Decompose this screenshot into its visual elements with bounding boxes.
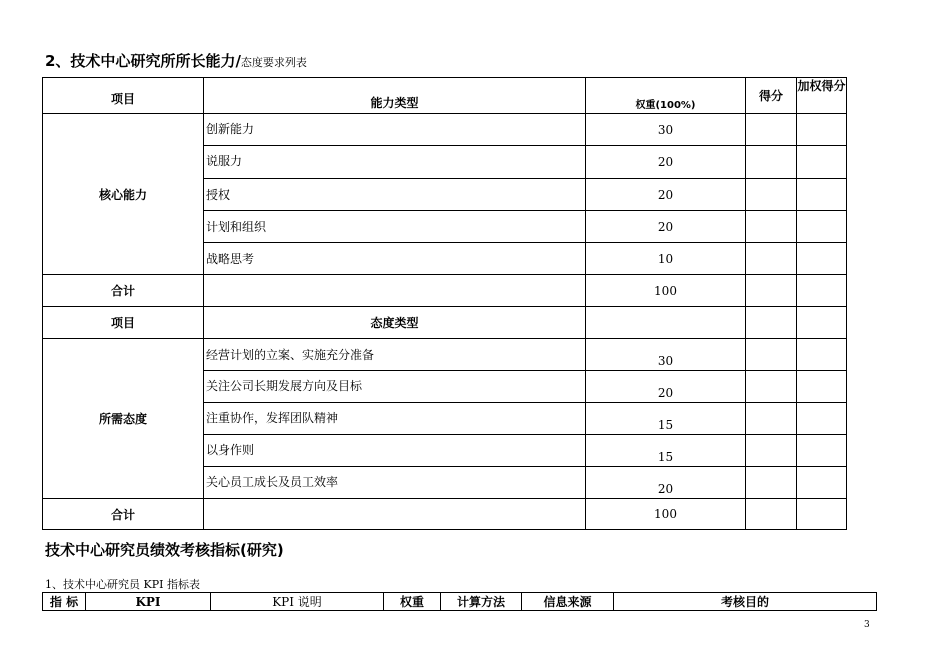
attitude-weight: 15 [586, 435, 746, 467]
table-row [43, 339, 847, 371]
weighted-score-cell[interactable] [797, 211, 847, 243]
kpi-header-purpose: 考核目的 [614, 593, 877, 611]
attitude-name: 以身作则 [204, 435, 586, 467]
empty-cell [586, 307, 746, 339]
total-weight: 100 [586, 499, 746, 530]
score-cell[interactable] [746, 403, 797, 435]
kpi-table-caption: 1、技术中心研究员 KPI 指标表 [45, 578, 200, 591]
score-cell[interactable] [746, 339, 797, 371]
attitude-weight: 20 [586, 371, 746, 403]
total-label: 合计 [43, 499, 204, 530]
score-cell[interactable] [746, 211, 797, 243]
section2-title: 技术中心研究员绩效考核指标(研究) [45, 541, 284, 559]
ability-weight: 20 [586, 146, 746, 179]
table-header-row [43, 78, 847, 114]
score-cell[interactable] [746, 371, 797, 403]
empty-cell [204, 499, 586, 530]
kpi-header-kpi: KPI [86, 593, 211, 611]
table-row [43, 114, 847, 146]
attitude-name: 经营计划的立案、实施充分准备 [204, 339, 586, 371]
total-row [43, 275, 847, 307]
attitude-header-type: 态度类型 [204, 307, 586, 339]
weighted-score-cell[interactable] [797, 146, 847, 179]
empty-cell [204, 275, 586, 307]
header-weight: 权重(100%) [586, 78, 746, 114]
kpi-header-indicator: 指 标 [43, 593, 86, 611]
score-cell[interactable] [746, 435, 797, 467]
ability-name: 创新能力 [204, 114, 586, 146]
kpi-header-row [43, 593, 877, 611]
weighted-score-cell[interactable] [797, 435, 847, 467]
weighted-score-cell[interactable] [797, 243, 847, 275]
ability-name: 战略思考 [204, 243, 586, 275]
kpi-table [42, 592, 877, 611]
attitude-header-row [43, 307, 847, 339]
attitude-weight: 30 [586, 339, 746, 371]
score-cell[interactable] [746, 275, 797, 307]
header-ability-type: 能力类型 [204, 78, 586, 114]
ability-attitude-table [42, 77, 847, 530]
weighted-score-cell[interactable] [797, 403, 847, 435]
weighted-score-cell[interactable] [797, 179, 847, 211]
score-cell[interactable] [746, 179, 797, 211]
header-weighted-score: 加权得分 [797, 78, 847, 114]
header-score: 得分 [746, 78, 797, 114]
kpi-header-source: 信息来源 [522, 593, 614, 611]
ability-name: 授权 [204, 179, 586, 211]
section-title [45, 50, 307, 71]
weighted-score-cell[interactable] [797, 114, 847, 146]
ability-name: 计划和组织 [204, 211, 586, 243]
ability-weight: 10 [586, 243, 746, 275]
attitude-weight: 15 [586, 403, 746, 435]
total-row [43, 499, 847, 530]
core-ability-label: 核心能力 [43, 114, 204, 275]
total-weight: 100 [586, 275, 746, 307]
empty-cell [797, 307, 847, 339]
ability-weight: 30 [586, 114, 746, 146]
weighted-score-cell[interactable] [797, 467, 847, 499]
score-cell[interactable] [746, 467, 797, 499]
score-cell[interactable] [746, 114, 797, 146]
ability-weight: 20 [586, 211, 746, 243]
kpi-header-weight: 权重 [384, 593, 441, 611]
score-cell[interactable] [746, 499, 797, 530]
section-title-main: 2、技术中心研究所所长能力/ [45, 52, 241, 70]
page-number: 3 [864, 620, 870, 630]
score-cell[interactable] [746, 146, 797, 179]
attitude-name: 关注公司长期发展方向及目标 [204, 371, 586, 403]
kpi-header-description: KPI 说明 [211, 593, 384, 611]
empty-cell [746, 307, 797, 339]
weighted-score-cell[interactable] [797, 339, 847, 371]
attitude-name: 关心员工成长及员工效率 [204, 467, 586, 499]
attitude-label: 所需态度 [43, 339, 204, 499]
score-cell[interactable] [746, 243, 797, 275]
section-title-sub: 态度要求列表 [240, 56, 307, 69]
kpi-header-method: 计算方法 [441, 593, 522, 611]
total-label: 合计 [43, 275, 204, 307]
ability-name: 说服力 [204, 146, 586, 179]
attitude-name: 注重协作，发挥团队精神 [204, 403, 586, 435]
attitude-header-item: 项目 [43, 307, 204, 339]
attitude-weight: 20 [586, 467, 746, 499]
weighted-score-cell[interactable] [797, 371, 847, 403]
weighted-score-cell[interactable] [797, 275, 847, 307]
header-item: 项目 [43, 78, 204, 114]
ability-weight: 20 [586, 179, 746, 211]
weighted-score-cell[interactable] [797, 499, 847, 530]
